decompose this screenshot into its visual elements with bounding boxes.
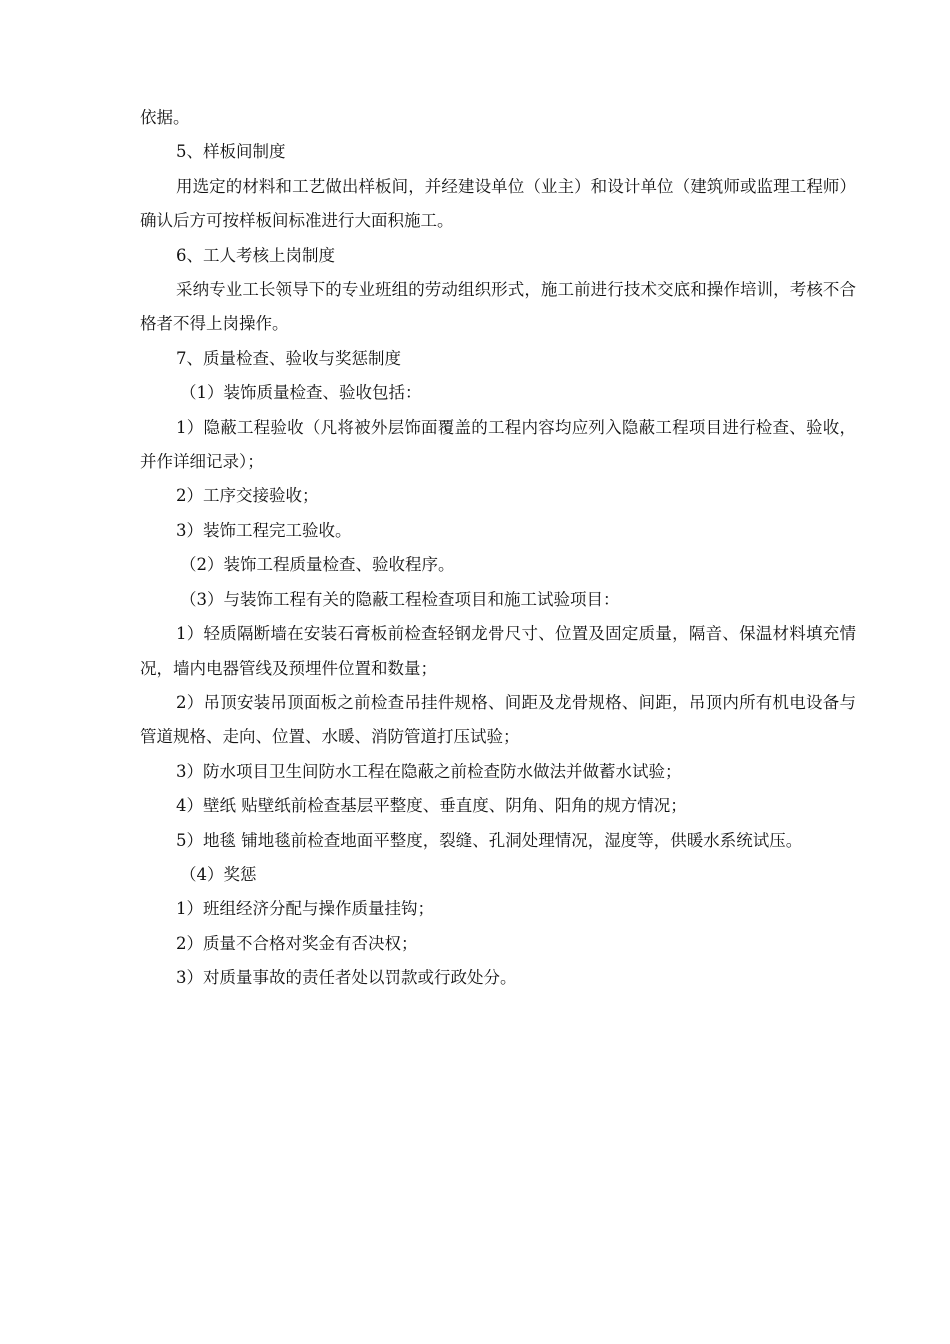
document-body (140, 101, 856, 996)
section-heading-quality-inspection: 7、质量检查、验收与奖惩制度 (176, 348, 401, 368)
paragraph-sample-room: 用选定的材料和工艺做出样板间，并经建设单位（业主）和设计单位（建筑师或监理工程师）确认后方可按样板间标准进行大面积施工。 (140, 176, 856, 231)
list-item-team-distribution: 1）班组经济分配与操作质量挂钩； (176, 899, 434, 919)
paragraph-continuation: 依据。 (140, 108, 190, 127)
paragraph-worker-assessment: 采纳专业工长领导下的专业班组的劳动组织形式，施工前进行技术交底和操作培训，考核不合格者不得上岗操作。 (140, 280, 856, 334)
section-heading-worker-assessment: 6、工人考核上岗制度 (176, 245, 335, 265)
subheading-inspection-items: （1）装饰质量检查、验收包括： (180, 383, 422, 403)
list-item-completion-acceptance: 3）装饰工程完工验收。 (176, 520, 352, 540)
list-item-process-handover: 2）工序交接验收； (176, 486, 319, 506)
list-item-carpet: 5）地毯 铺地毯前检查地面平整度，裂缝、孔洞处理情况，湿度等，供暖水系统试压。 (176, 830, 803, 850)
list-item-bonus-veto: 2）质量不合格对奖金有否决权； (176, 933, 418, 953)
list-item-partition-wall: 1）轻质隔断墙在安装石膏板前检查轻钢龙骨尺寸、位置及固定质量，隔音、保温材料填充情况，墙内电器管线及预埋件位置和数量； (140, 624, 856, 678)
list-item-waterproofing: 3）防水项目卫生间防水工程在隐蔽之前检查防水做法并做蓄水试验； (176, 761, 682, 781)
list-item-concealed-acceptance: 1）隐蔽工程验收（凡将被外层饰面覆盖的工程内容均应列入隐蔽工程项目进行检查、验收，并作详细记录）； (140, 417, 856, 472)
subheading-rewards-penalties: （4）奖惩 (180, 864, 257, 884)
subheading-inspection-procedure: （2）装饰工程质量检查、验收程序。 (180, 555, 455, 575)
list-item-ceiling: 2）吊顶安装吊顶面板之前检查吊挂件规格、间距及龙骨规格、间距，吊顶内所有机电设备与管道规格、走向、位置、水暖、消防管道打压试验； (140, 692, 856, 747)
subheading-concealed-items: （3）与装饰工程有关的隐蔽工程检查项目和施工试验项目： (180, 589, 620, 609)
list-item-wallpaper: 4）壁纸 贴壁纸前检查基层平整度、垂直度、阴角、阳角的规方情况； (176, 796, 687, 816)
section-heading-sample-room: 5、样板间制度 (176, 142, 286, 162)
list-item-accident-penalty: 3）对质量事故的责任者处以罚款或行政处分。 (176, 968, 517, 988)
